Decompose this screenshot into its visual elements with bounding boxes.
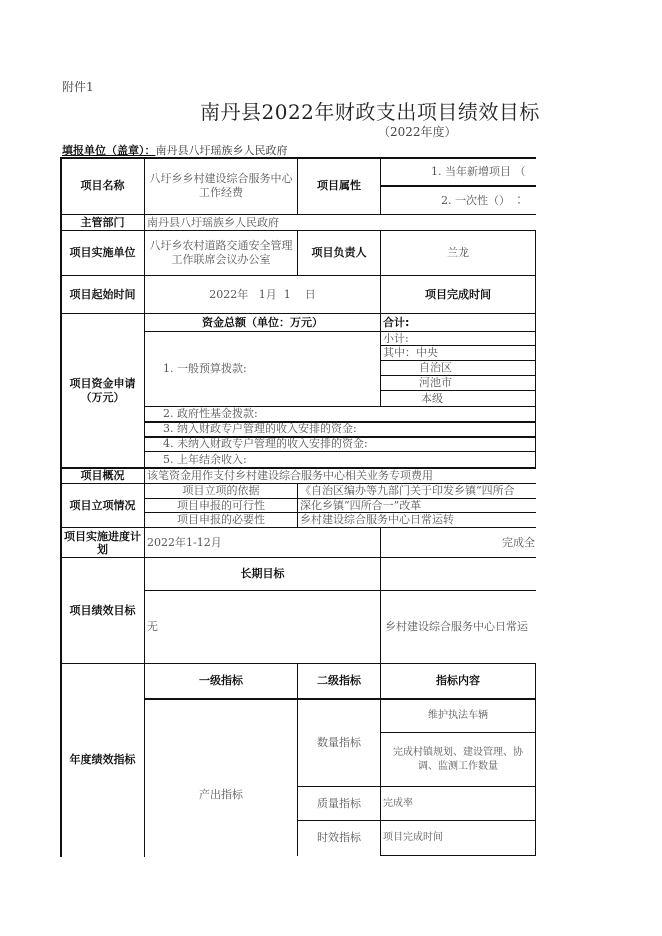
- subtotal-label: 小计:: [383, 332, 409, 345]
- setup-feasibility-value: 深化乡镇“四所合一”改革: [300, 499, 422, 512]
- schedule-label: 项目实施进度计划: [64, 529, 141, 556]
- col-content-header: 指标内容: [436, 674, 480, 687]
- output-indicator: 产出指标: [199, 788, 243, 801]
- owner-value: 兰龙: [447, 246, 469, 259]
- carryover-label: 5. 上年结余收入:: [163, 452, 247, 466]
- funding-sum-label: 合计:: [383, 315, 410, 329]
- divider: [535, 230, 536, 313]
- annual-indicators-label: 年度绩效指标: [69, 753, 136, 766]
- end-time-label: 项目完成时间: [425, 287, 491, 301]
- quantity-indicator: 数量指标: [317, 736, 361, 749]
- setup-basis-value: 《自治区编办等九部门关于印发乡镇“四所合: [300, 484, 515, 497]
- dept-value: 南丹县八圩瑶族乡人民政府: [147, 215, 279, 229]
- schedule-task: 完成全: [502, 535, 535, 549]
- setup-necessity-value: 乡村建设综合服务中心日常运转: [300, 513, 454, 526]
- special-account-in-label: 3. 纳入财政专户管理的收入安排的资金:: [163, 422, 357, 435]
- divider: [535, 663, 536, 856]
- gov-fund-label: 2. 政府性基金拨款:: [163, 407, 258, 420]
- project-name-label: 项目名称: [80, 179, 125, 192]
- start-time-value: 2022年 1月 1 日: [209, 287, 316, 301]
- setup-necessity-key: 项目申报的必要性: [177, 513, 265, 526]
- indicator-item: 完成村镇规划、建设管理、协调、监测工作数量: [393, 746, 523, 772]
- schedule-period: 2022年1-12月: [147, 535, 222, 549]
- indicator-item: 维护执法车辆: [428, 710, 488, 721]
- funding-total-label: 资金总额（单位：万元）: [202, 315, 323, 329]
- indicator-item: 完成率: [383, 797, 413, 809]
- attachment-label: 附件1: [62, 80, 94, 94]
- overview-value: 该笔资金用作支付乡村建设综合服务中心相关业务专项费用: [147, 468, 433, 482]
- setup-label: 项目立项情况: [69, 498, 136, 512]
- filler-unit-label: 填报单位（盖章）：: [62, 144, 156, 157]
- indicator-item: 项目完成时间: [383, 832, 443, 843]
- project-attr-option-onetime: 2. 一次性（） ∶: [441, 193, 525, 207]
- region-label: 自治区: [419, 361, 452, 374]
- special-account-out-label: 4. 未纳入财政专户管理的收入安排的资金:: [163, 437, 368, 450]
- setup-feasibility-key: 项目申报的可行性: [177, 499, 265, 512]
- funding-label: 项目资金申请（万元）: [69, 376, 136, 404]
- long-term-goal-value: 无: [147, 620, 158, 633]
- document-subtitle: （2022年度）: [378, 125, 457, 139]
- goals-label: 项目绩效目标: [69, 603, 136, 617]
- local-label: 本级: [421, 391, 443, 405]
- general-budget-label: 1. 一般预算拨款:: [163, 362, 247, 375]
- owner-label: 项目负责人: [311, 246, 367, 259]
- start-time-label: 项目起始时间: [69, 287, 136, 301]
- project-attr-label: 项目属性: [317, 179, 361, 192]
- col-level1-header: 一级指标: [199, 674, 243, 687]
- quality-indicator: 质量指标: [317, 796, 361, 810]
- project-name-value: 八圩乡乡村建设综合服务中心工作经费: [149, 172, 293, 199]
- central-label: 其中：中央: [383, 346, 438, 359]
- project-attr-option-new: 1. 当年新增项目 （: [431, 164, 526, 178]
- annual-goal-value: 乡村建设综合服务中心日常运: [385, 620, 528, 633]
- dept-label: 主管部门: [80, 215, 125, 229]
- filler-unit-value: 南丹县八圩瑶族乡人民政府: [155, 144, 288, 157]
- impl-unit-value: 八圩乡农村道路交通安全管理工作联席会议办公室: [149, 239, 293, 266]
- long-term-goal-header: 长期目标: [240, 567, 285, 580]
- filler-unit: [62, 142, 288, 158]
- timeliness-indicator: 时效指标: [317, 831, 361, 844]
- divider: [380, 855, 536, 856]
- city-label: 河池市: [419, 376, 452, 389]
- impl-unit-label: 项目实施单位: [69, 246, 136, 259]
- setup-basis-key: 项目立项的依据: [182, 484, 260, 497]
- overview-label: 项目概况: [80, 468, 125, 482]
- document-title: 南丹县2022年财政支出项目绩效目标: [200, 100, 540, 124]
- col-level2-header: 二级指标: [317, 674, 361, 687]
